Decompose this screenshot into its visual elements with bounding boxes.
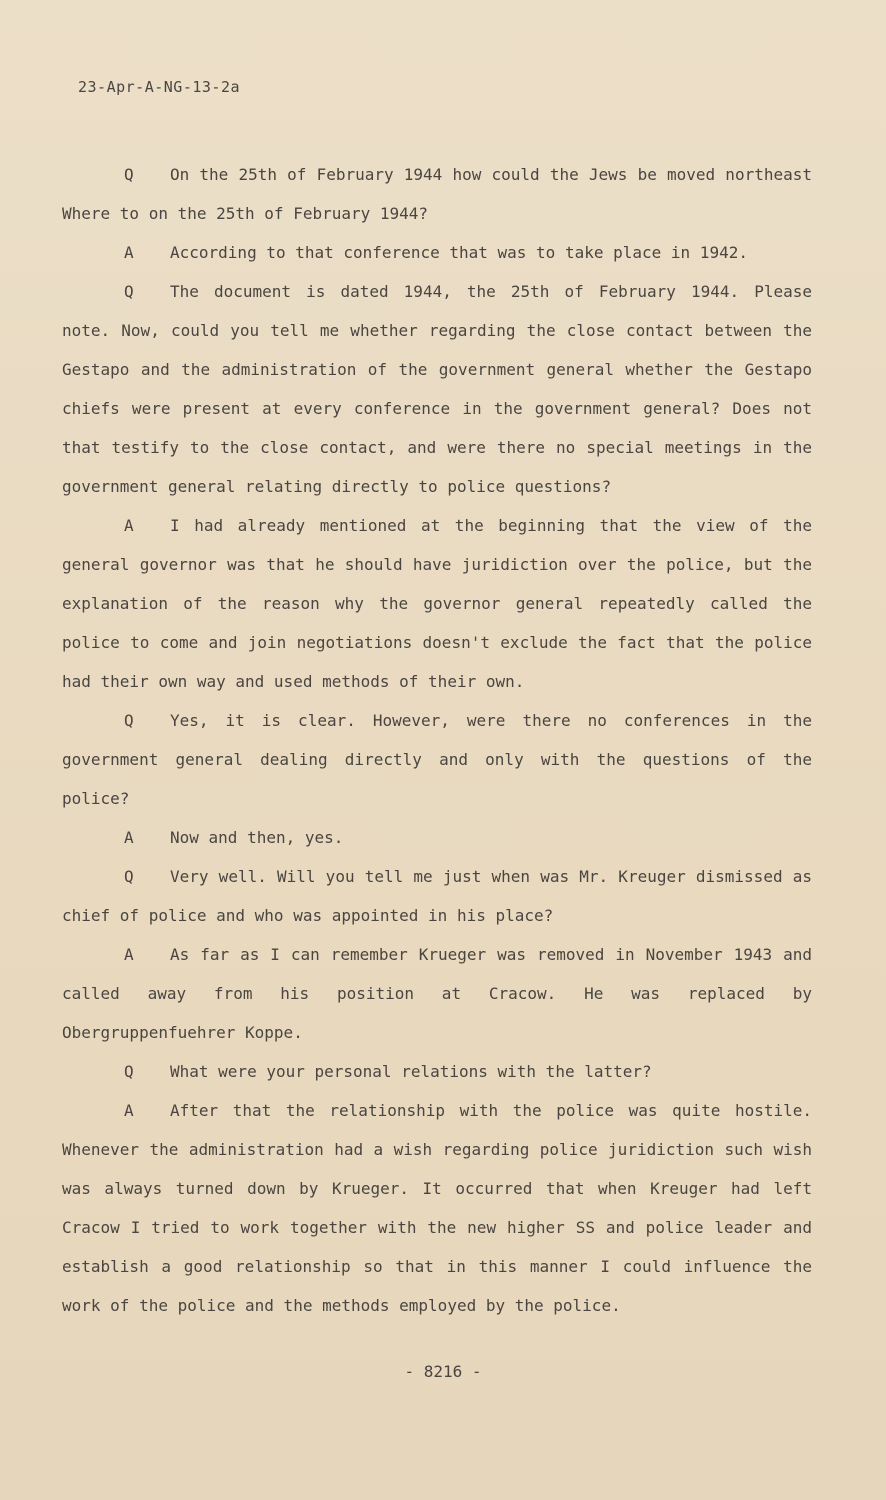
transcript-entry xyxy=(62,272,812,506)
entry-text: As far as I can remember Krueger was removed in November 1943 and called away from his position at Cracow. He was replaced by Obergruppenfuehrer Koppe. xyxy=(62,945,812,1042)
speaker-label: A xyxy=(124,516,134,535)
transcript-entry xyxy=(62,857,812,935)
speaker-label: Q xyxy=(124,282,134,301)
page-number: - 8216 - xyxy=(404,1362,482,1381)
transcript-entry xyxy=(62,1052,812,1091)
entry-text: After that the relationship with the police was quite hostile. Whenever the administration had a wish regarding police juridiction such wish was always turned down by Krueger. It occurred that when Kreuger had left Cracow I tried to work together with the new higher SS and police leader and establish a good relationship so that in this manner I could influence the work of the police and the methods employed by the police. xyxy=(62,1101,812,1315)
entry-text: Yes, it is clear. However, were there no conferences in the government general dealing directly and only with the questions of the police? xyxy=(62,711,812,808)
speaker-label: A xyxy=(124,828,134,847)
transcript-entry xyxy=(62,818,812,857)
document-id: 23-Apr-A-NG-13-2a xyxy=(78,78,241,96)
speaker-label: A xyxy=(124,243,134,262)
transcript-entry xyxy=(62,233,812,272)
entry-text: The document is dated 1944, the 25th of February 1944. Please note. Now, could you tell me whether regarding the close contact between the Gestapo and the administration of the government general whether the Gestapo chiefs were present at every conference in the government general? Does not that testify to the close contact, and were there no special meetings in the government general relating directly to police questions? xyxy=(62,282,812,496)
speaker-label: Q xyxy=(124,1062,134,1081)
transcript-entry xyxy=(62,1091,812,1325)
transcript-entry xyxy=(62,155,812,233)
transcript-entry xyxy=(62,506,812,701)
entry-text: Very well. Will you tell me just when was Mr. Kreuger dismissed as chief of police and who was appointed in his place? xyxy=(62,867,812,925)
speaker-label: Q xyxy=(124,711,134,730)
entry-text: According to that conference that was to take place in 1942. xyxy=(170,243,748,262)
speaker-label: A xyxy=(124,1101,134,1120)
transcript-body xyxy=(62,155,812,1325)
speaker-label: Q xyxy=(124,867,134,886)
transcript-entry xyxy=(62,935,812,1052)
entry-text: Now and then, yes. xyxy=(170,828,344,847)
entry-text: What were your personal relations with the latter? xyxy=(170,1062,652,1081)
transcript-entry xyxy=(62,701,812,818)
entry-text: I had already mentioned at the beginning that the view of the general governor was that he should have juridiction over the police, but the explanation of the reason why the governor general repeatedly called the police to come and join negotiations doesn't exclude the fact that the police had their own way and used methods of their own. xyxy=(62,516,812,691)
speaker-label: Q xyxy=(124,165,134,184)
entry-text: On the 25th of February 1944 how could the Jews be moved northeast Where to on the 25th of February 1944? xyxy=(62,165,812,223)
speaker-label: A xyxy=(124,945,134,964)
